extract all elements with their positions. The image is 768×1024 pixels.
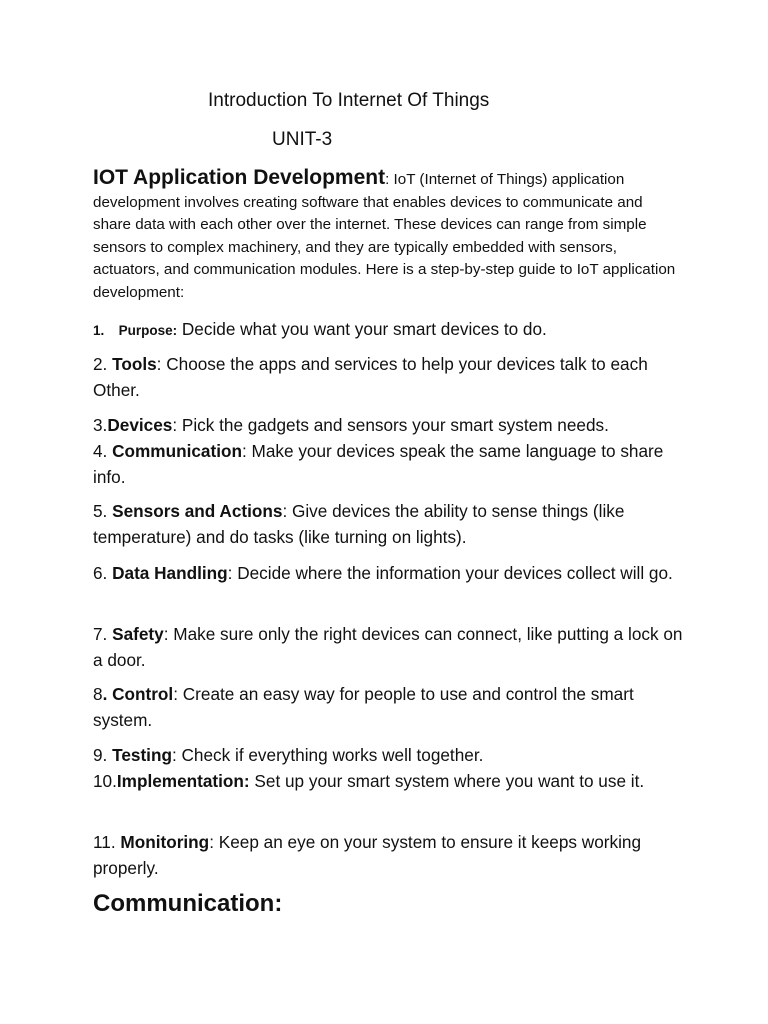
- intro-colon: :: [385, 171, 390, 188]
- step-label: Implementation:: [116, 771, 250, 791]
- step-text: : Keep an eye on your system to ensure it keeps working properly.: [93, 832, 642, 878]
- step-label: Data Handling: [112, 563, 228, 583]
- step-item-communication: [93, 438, 683, 490]
- step-text: Decide what you want your smart devices to do.: [177, 319, 547, 339]
- step-number: 3.: [93, 415, 108, 435]
- step-number: 11.: [93, 832, 121, 852]
- step-text: : Create an easy way for people to use and control the smart system.: [93, 684, 634, 730]
- step-text: : Decide where the information your devices collect will go.: [227, 563, 673, 583]
- step-label: Communication: [112, 441, 242, 461]
- step-number: 2.: [93, 354, 113, 374]
- step-item-data-handling: [93, 560, 683, 586]
- step-item-sensors-and-actions: [93, 498, 683, 550]
- step-item-monitoring: [93, 829, 683, 881]
- step-item-control: [93, 681, 683, 733]
- section-heading-communication: Communication:: [93, 890, 283, 917]
- step-label: Safety: [112, 624, 164, 644]
- step-item-implementation: [93, 768, 683, 794]
- step-label: Purpose:: [118, 323, 178, 338]
- step-label: Tools: [112, 354, 157, 374]
- step-text: : Pick the gadgets and sensors your smart system needs.: [172, 415, 609, 435]
- step-number: 8: [93, 684, 103, 704]
- step-label: . Control: [102, 684, 174, 704]
- step-text: : Check if everything works well together.: [171, 745, 484, 765]
- step-item-safety: [93, 621, 683, 673]
- document-title: Introduction To Internet Of Things: [208, 90, 490, 111]
- step-number: 5.: [93, 501, 113, 521]
- step-item-devices: [93, 412, 683, 438]
- step-label: Testing: [112, 745, 172, 765]
- step-number: 10.: [93, 771, 117, 791]
- step-label: Monitoring: [120, 832, 210, 852]
- step-number: 9.: [93, 745, 113, 765]
- step-number: 4.: [93, 441, 113, 461]
- step-label: Devices: [107, 415, 173, 435]
- step-item-testing: [93, 742, 683, 768]
- step-label: Sensors and Actions: [112, 501, 283, 521]
- step-text: : Make sure only the right devices can connect, like putting a lock on a door.: [93, 624, 683, 670]
- step-number: 7.: [93, 624, 113, 644]
- intro-text: IoT (Internet of Things) application development involves creating software that enables devices to communicate and share data with each other over the internet. These devices can range from simple sensors to complex machinery, and they are typically embedded with sensors, actuators, and communication modules. Here is a step-by-step guide to IoT application development:: [93, 171, 676, 301]
- step-text: : Give devices the ability to sense things (like temperature) and do tasks (like turning on lights).: [93, 501, 625, 547]
- step-number: 1.: [93, 323, 105, 338]
- step-item-tools: [93, 351, 683, 403]
- intro-heading: IOT Application Development: [93, 166, 386, 189]
- unit-label: UNIT-3: [272, 129, 333, 150]
- step-text: : Choose the apps and services to help your devices talk to each Other.: [93, 354, 648, 400]
- step-text: : Make your devices speak the same language to share info.: [93, 441, 664, 487]
- step-text: Set up your smart system where you want to use it.: [249, 771, 645, 791]
- step-item-purpose: [93, 316, 683, 344]
- step-number: 6.: [93, 563, 113, 583]
- intro-paragraph: [93, 167, 683, 305]
